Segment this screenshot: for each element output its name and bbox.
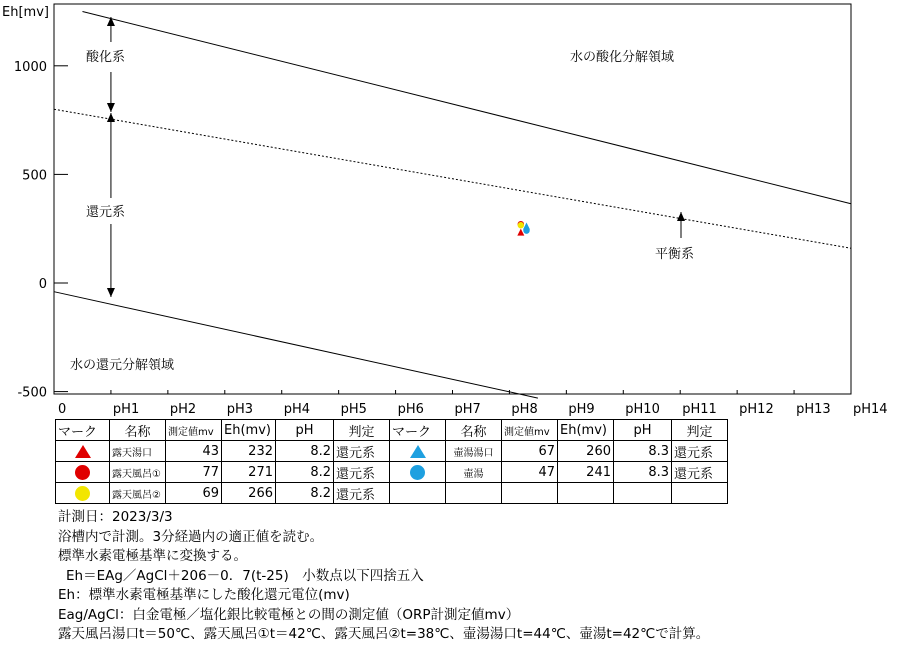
x-tick-label: pH13 bbox=[796, 402, 831, 417]
arrow-red-down-head bbox=[107, 288, 115, 297]
row-eh: 266 bbox=[222, 483, 276, 504]
note-formula: Eh＝EAg／AgCl＋206－0．7(t-25) 小数点以下四捨五入 bbox=[66, 567, 424, 584]
row-measured: 69 bbox=[166, 483, 222, 504]
header-judge-2: 判定 bbox=[672, 420, 728, 441]
header-measured: 測定値mv bbox=[166, 420, 222, 441]
header-eh: Eh(mv) bbox=[222, 420, 276, 441]
arrow-oxid-down-head bbox=[107, 103, 115, 112]
notes-block bbox=[58, 508, 709, 645]
circle-point bbox=[523, 227, 529, 233]
x-tick-label: pH4 bbox=[283, 402, 311, 417]
header-judge: 判定 bbox=[334, 420, 390, 441]
x-tick-label: pH11 bbox=[682, 402, 717, 417]
x-tick-labels bbox=[58, 402, 888, 417]
x-tick-label: pH10 bbox=[625, 402, 660, 417]
header-ph: pH bbox=[276, 420, 334, 441]
row-ph: 8.2 bbox=[276, 483, 334, 504]
row-measured: 67 bbox=[502, 441, 558, 462]
row-ph: 8.3 bbox=[614, 462, 672, 483]
empty-cell bbox=[390, 483, 446, 504]
equilibrium-line bbox=[54, 109, 851, 248]
boundary-line bbox=[54, 292, 538, 398]
note-def-eag: Eag/AgCl：白金電極／塩化銀比較電極との間の測定値（ORP計測定値mv） bbox=[58, 606, 520, 623]
table-row bbox=[56, 462, 728, 483]
empty-cell bbox=[614, 483, 672, 504]
x-tick-label: pH5 bbox=[340, 402, 367, 417]
note-def-eh: Eh：標準水素電極基準にした酸化還元電位(mv) bbox=[58, 587, 350, 603]
blue-triangle-marker bbox=[410, 445, 426, 458]
chart-axes bbox=[54, 4, 851, 394]
x-tick-label: pH12 bbox=[739, 402, 774, 417]
row-name: 壷湯 bbox=[446, 462, 502, 483]
header-mark-2: マーク bbox=[390, 420, 446, 441]
empty-cell bbox=[502, 483, 558, 504]
header-name-2: 名称 bbox=[446, 420, 502, 441]
arrow-equilibrium-head bbox=[677, 212, 685, 221]
header-name: 名称 bbox=[110, 420, 166, 441]
y-tick-label: 0 bbox=[38, 277, 47, 292]
triangle-point bbox=[517, 229, 524, 236]
arrow-red-up-head bbox=[107, 113, 115, 122]
row-eh: 241 bbox=[558, 462, 614, 483]
x-tick-label: pH7 bbox=[454, 402, 481, 417]
yellow-circle-marker bbox=[75, 486, 90, 501]
header-measured-2: 測定値mv bbox=[502, 420, 558, 441]
label-water-reduction-region: 水の還元分解領域 bbox=[70, 358, 175, 373]
x-tick-label: pH3 bbox=[226, 402, 254, 417]
note-line1: 浴槽内で計測。3分経過内の適正値を読む。 bbox=[58, 528, 324, 545]
y-tick-labels bbox=[14, 60, 47, 401]
label-water-oxidation-region: 水の酸化分解領域 bbox=[570, 50, 675, 65]
x-tick-label: pH8 bbox=[511, 402, 538, 417]
y-tick-label: 500 bbox=[22, 168, 47, 184]
note-temps: 露天風呂湯口t＝50℃、露天風呂①t＝42℃、露天風呂②t=38℃、壷湯湯口t=44℃、壷湯t=42℃で計算。 bbox=[58, 626, 710, 642]
boundary-lines bbox=[54, 12, 851, 399]
empty-cell bbox=[558, 483, 614, 504]
x-tick-label: 0 bbox=[58, 402, 67, 417]
row-judge: 還元系 bbox=[334, 483, 390, 504]
row-judge: 還元系 bbox=[672, 441, 728, 462]
row-judge: 還元系 bbox=[672, 462, 728, 483]
x-tick-label: pH2 bbox=[169, 402, 197, 417]
row-judge: 還元系 bbox=[334, 441, 390, 462]
y-tick-label: 1000 bbox=[13, 59, 47, 75]
row-eh: 271 bbox=[222, 462, 276, 483]
row-name: 露天風呂① bbox=[110, 462, 166, 483]
header-ph-2: pH bbox=[614, 420, 672, 441]
x-tick-label: pH9 bbox=[568, 402, 595, 417]
header-eh-2: Eh(mv) bbox=[558, 420, 614, 441]
x-tick-label: pH1 bbox=[112, 402, 140, 417]
boundary-line bbox=[82, 12, 851, 204]
blue-circle-marker bbox=[410, 465, 425, 480]
label-reduction-system: 還元系 bbox=[86, 205, 126, 220]
row-name: 露天風呂② bbox=[110, 483, 166, 504]
red-triangle-marker bbox=[75, 445, 91, 458]
table-row bbox=[56, 483, 728, 504]
label-equilibrium-system: 平衡系 bbox=[655, 247, 695, 262]
header-mark: マーク bbox=[56, 420, 110, 441]
y-tick-label: -500 bbox=[17, 385, 47, 401]
x-tick-label: pH14 bbox=[853, 402, 888, 417]
row-ph: 8.2 bbox=[276, 441, 334, 462]
row-eh: 260 bbox=[558, 441, 614, 462]
note-date: 計測日：2023/3/3 bbox=[58, 509, 173, 525]
row-name: 露天湯口 bbox=[110, 441, 166, 462]
table-row bbox=[56, 441, 728, 462]
row-ph: 8.2 bbox=[276, 462, 334, 483]
empty-cell bbox=[672, 483, 728, 504]
circle-point bbox=[518, 222, 524, 228]
note-line2: 標準水素電極基準に変換する。 bbox=[58, 548, 247, 564]
y-axis-label: Eh[mv] bbox=[2, 5, 49, 20]
x-tick-label: pH6 bbox=[397, 402, 424, 417]
measurement-table bbox=[55, 419, 728, 504]
row-measured: 47 bbox=[502, 462, 558, 483]
data-points bbox=[517, 221, 530, 236]
row-name: 壷湯湯口 bbox=[446, 441, 502, 462]
row-ph: 8.3 bbox=[614, 441, 672, 462]
red-circle-marker bbox=[75, 465, 90, 480]
table-header-row bbox=[56, 420, 728, 441]
row-measured: 77 bbox=[166, 462, 222, 483]
empty-cell bbox=[446, 483, 502, 504]
label-oxidation-system: 酸化系 bbox=[86, 50, 126, 65]
row-measured: 43 bbox=[166, 441, 222, 462]
row-eh: 232 bbox=[222, 441, 276, 462]
plot-frame bbox=[54, 4, 851, 394]
row-judge: 還元系 bbox=[334, 462, 390, 483]
